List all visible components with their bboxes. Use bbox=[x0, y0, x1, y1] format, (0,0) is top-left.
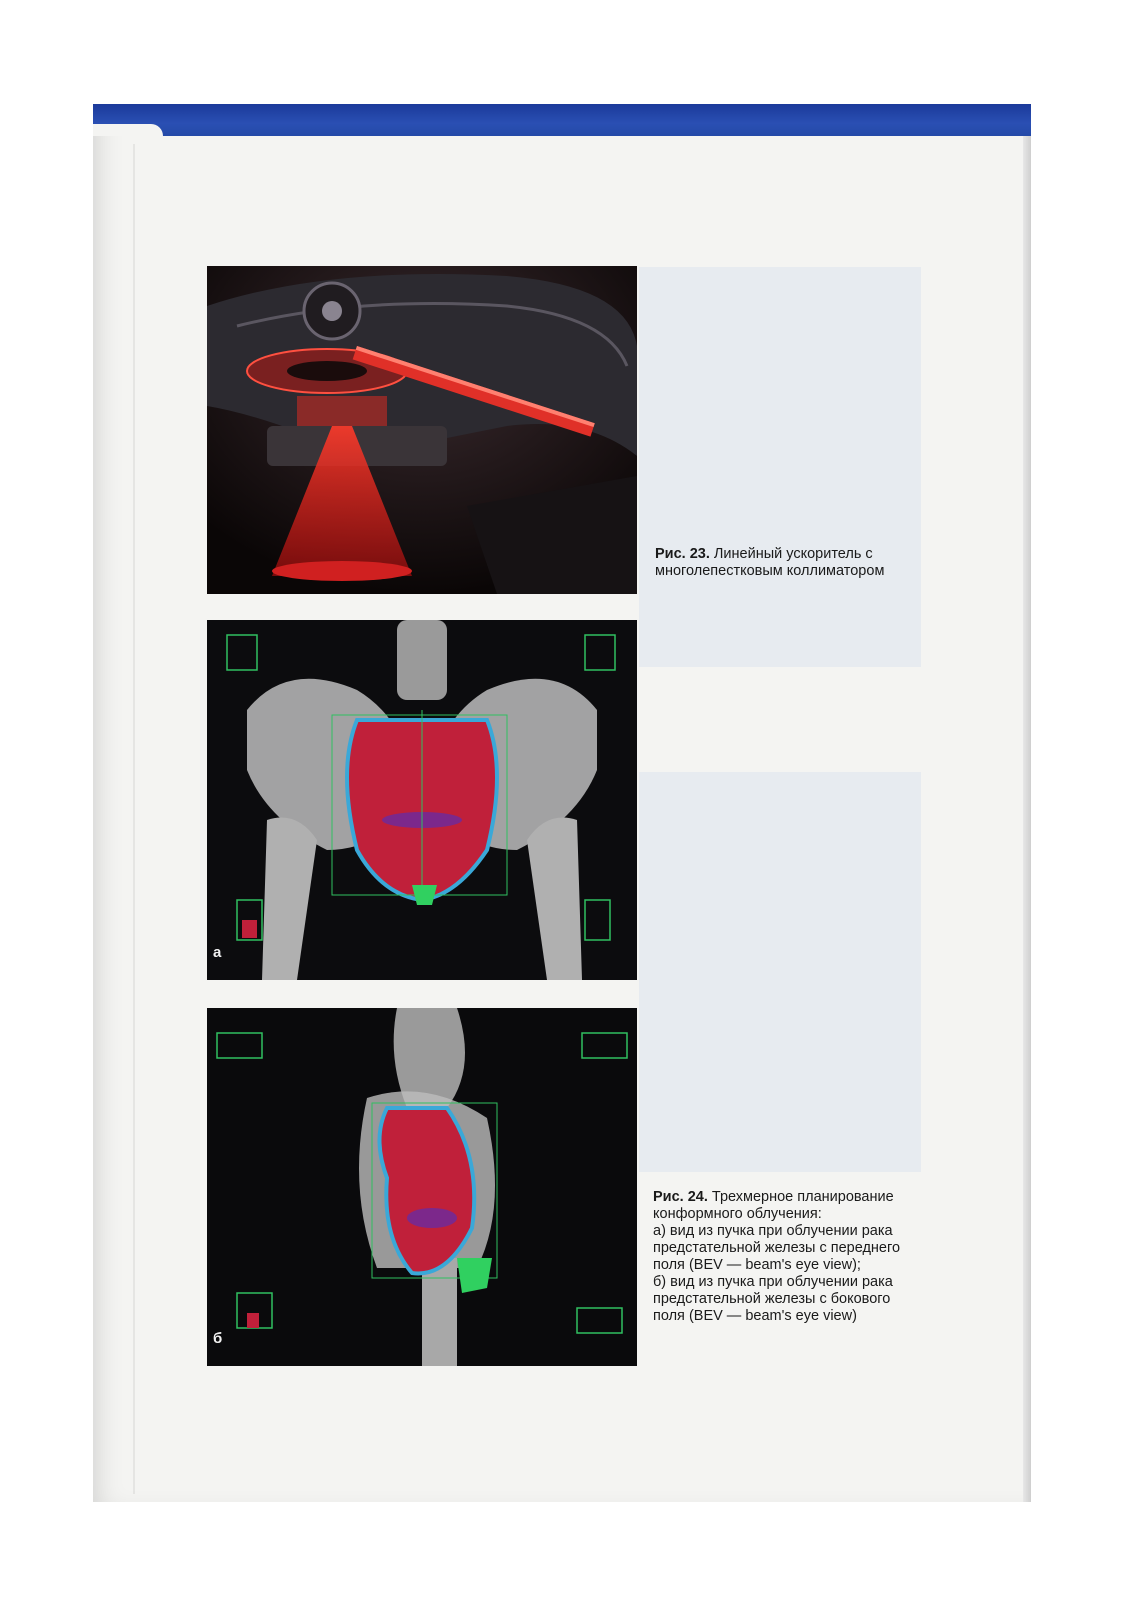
page-edge-strip bbox=[1023, 136, 1031, 1502]
caption-box-upper bbox=[639, 267, 921, 667]
figure-23-label: Рис. 23. bbox=[655, 546, 710, 562]
figure-24-item-b: б) вид из пучка при облучении рака предстательной железы с бокового поля (BEV — beam's eye view) bbox=[653, 1274, 893, 1324]
page-gutter bbox=[133, 144, 135, 1494]
top-color-band bbox=[93, 104, 1031, 136]
figure-24a-image bbox=[207, 620, 637, 980]
panel-b-letter: б bbox=[213, 1330, 223, 1347]
figure-23-caption-text: Линейный ускоритель с многолепестковым коллиматором bbox=[655, 546, 885, 579]
figure-24-item-a: а) вид из пучка при облучении рака предстательной железы с переднего поля (BEV — beam's eye view); bbox=[653, 1223, 901, 1273]
figure-23-image bbox=[207, 266, 637, 594]
band-notch bbox=[93, 124, 163, 136]
panel-a-letter: а bbox=[213, 944, 222, 961]
figure-24-caption-intro: Трехмерное планирование конформного облучения: bbox=[653, 1189, 894, 1222]
figure-24-caption bbox=[653, 1189, 921, 1325]
figure-24b-image bbox=[207, 1008, 637, 1366]
book-page bbox=[93, 104, 1031, 1502]
show-through-text bbox=[783, 684, 923, 695]
figure-24-label: Рис. 24. bbox=[653, 1189, 708, 1205]
caption-box-lower bbox=[639, 772, 921, 1172]
figure-23-caption bbox=[655, 546, 925, 580]
